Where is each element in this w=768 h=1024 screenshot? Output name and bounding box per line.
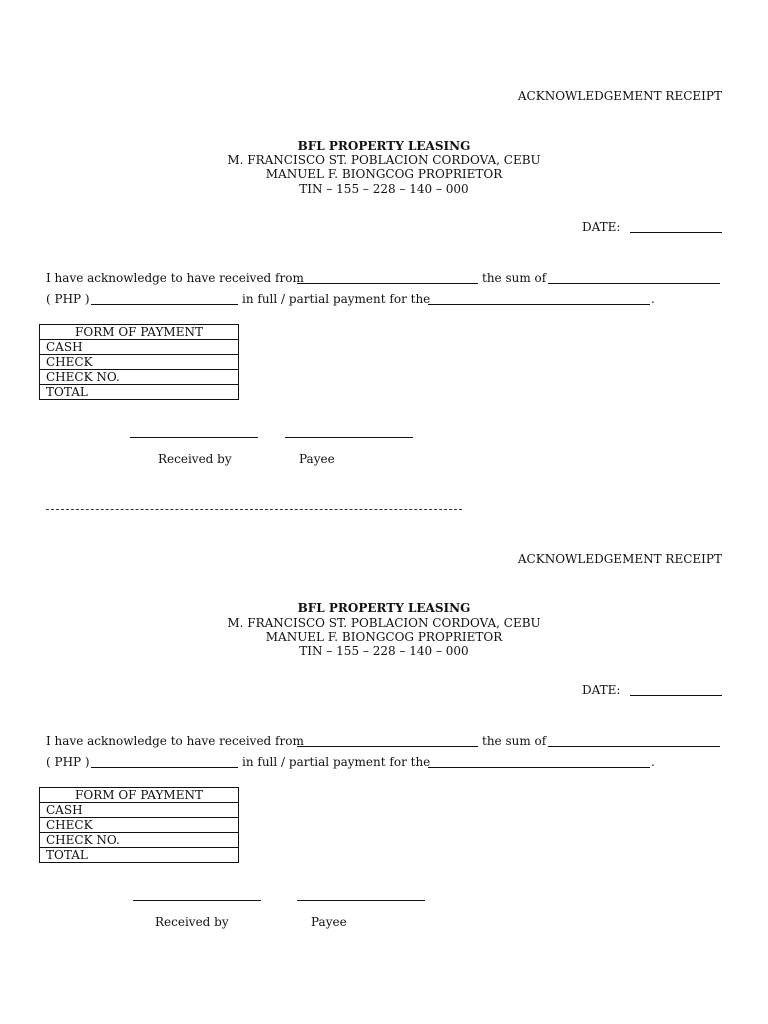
received-by-signature-line[interactable] xyxy=(130,437,258,438)
sum-of-text: the sum of xyxy=(482,734,547,748)
company-tin: TIN – 155 – 228 – 140 – 000 xyxy=(299,182,469,196)
received-from-text: I have acknowledge to have received from xyxy=(46,734,304,748)
company-name: BFL PROPERTY LEASING xyxy=(297,601,471,615)
date-label: DATE: xyxy=(582,220,621,234)
payment-row-check[interactable]: CHECK xyxy=(40,818,239,833)
period: . xyxy=(651,755,655,769)
payee-signature-line[interactable] xyxy=(285,437,413,438)
received-from-text: I have acknowledge to have received from xyxy=(46,271,304,285)
payment-for-text: in full / partial payment for the xyxy=(242,755,431,769)
received-by-label: Received by xyxy=(155,915,229,929)
received-by-signature-line[interactable] xyxy=(133,900,261,901)
company-proprietor: MANUEL F. BIONGCOG PROPRIETOR xyxy=(265,630,503,644)
received-from-field[interactable] xyxy=(297,273,478,284)
payment-row-check-no[interactable]: CHECK NO. xyxy=(40,833,239,848)
period: . xyxy=(651,292,655,306)
date-field[interactable] xyxy=(630,222,722,233)
sum-of-field[interactable] xyxy=(548,273,720,284)
payment-for-text: in full / partial payment for the xyxy=(242,292,431,306)
date-label: DATE: xyxy=(582,683,621,697)
company-address: M. FRANCISCO ST. POBLACION CORDOVA, CEBU xyxy=(227,616,541,630)
payment-row-check[interactable]: CHECK xyxy=(40,355,239,370)
date-field[interactable] xyxy=(630,685,722,696)
payment-table-header: FORM OF PAYMENT xyxy=(40,325,239,340)
payee-label: Payee xyxy=(299,452,335,466)
sum-of-text: the sum of xyxy=(482,271,547,285)
payment-row-cash[interactable]: CASH xyxy=(40,340,239,355)
payee-signature-line[interactable] xyxy=(297,900,425,901)
payee-label: Payee xyxy=(311,915,347,929)
php-amount-field[interactable] xyxy=(91,757,238,768)
payment-table xyxy=(39,324,239,400)
payment-row-cash[interactable]: CASH xyxy=(40,803,239,818)
cut-line-divider xyxy=(46,509,462,510)
payment-for-field[interactable] xyxy=(428,757,650,768)
receipt-title: ACKNOWLEDGEMENT RECEIPT xyxy=(517,89,722,103)
php-label: ( PHP ) xyxy=(46,292,90,306)
received-by-label: Received by xyxy=(158,452,232,466)
php-label: ( PHP ) xyxy=(46,755,90,769)
payment-table xyxy=(39,787,239,863)
company-tin: TIN – 155 – 228 – 140 – 000 xyxy=(299,644,469,658)
company-name: BFL PROPERTY LEASING xyxy=(297,139,471,153)
company-proprietor: MANUEL F. BIONGCOG PROPRIETOR xyxy=(265,167,503,181)
php-amount-field[interactable] xyxy=(91,294,238,305)
payment-row-total[interactable]: TOTAL xyxy=(40,848,239,863)
payment-row-check-no[interactable]: CHECK NO. xyxy=(40,370,239,385)
payment-for-field[interactable] xyxy=(428,294,650,305)
payment-table-header: FORM OF PAYMENT xyxy=(40,788,239,803)
payment-row-total[interactable]: TOTAL xyxy=(40,385,239,400)
sum-of-field[interactable] xyxy=(548,736,720,747)
receipt-title: ACKNOWLEDGEMENT RECEIPT xyxy=(517,552,722,566)
received-from-field[interactable] xyxy=(297,736,478,747)
company-address: M. FRANCISCO ST. POBLACION CORDOVA, CEBU xyxy=(227,153,541,167)
